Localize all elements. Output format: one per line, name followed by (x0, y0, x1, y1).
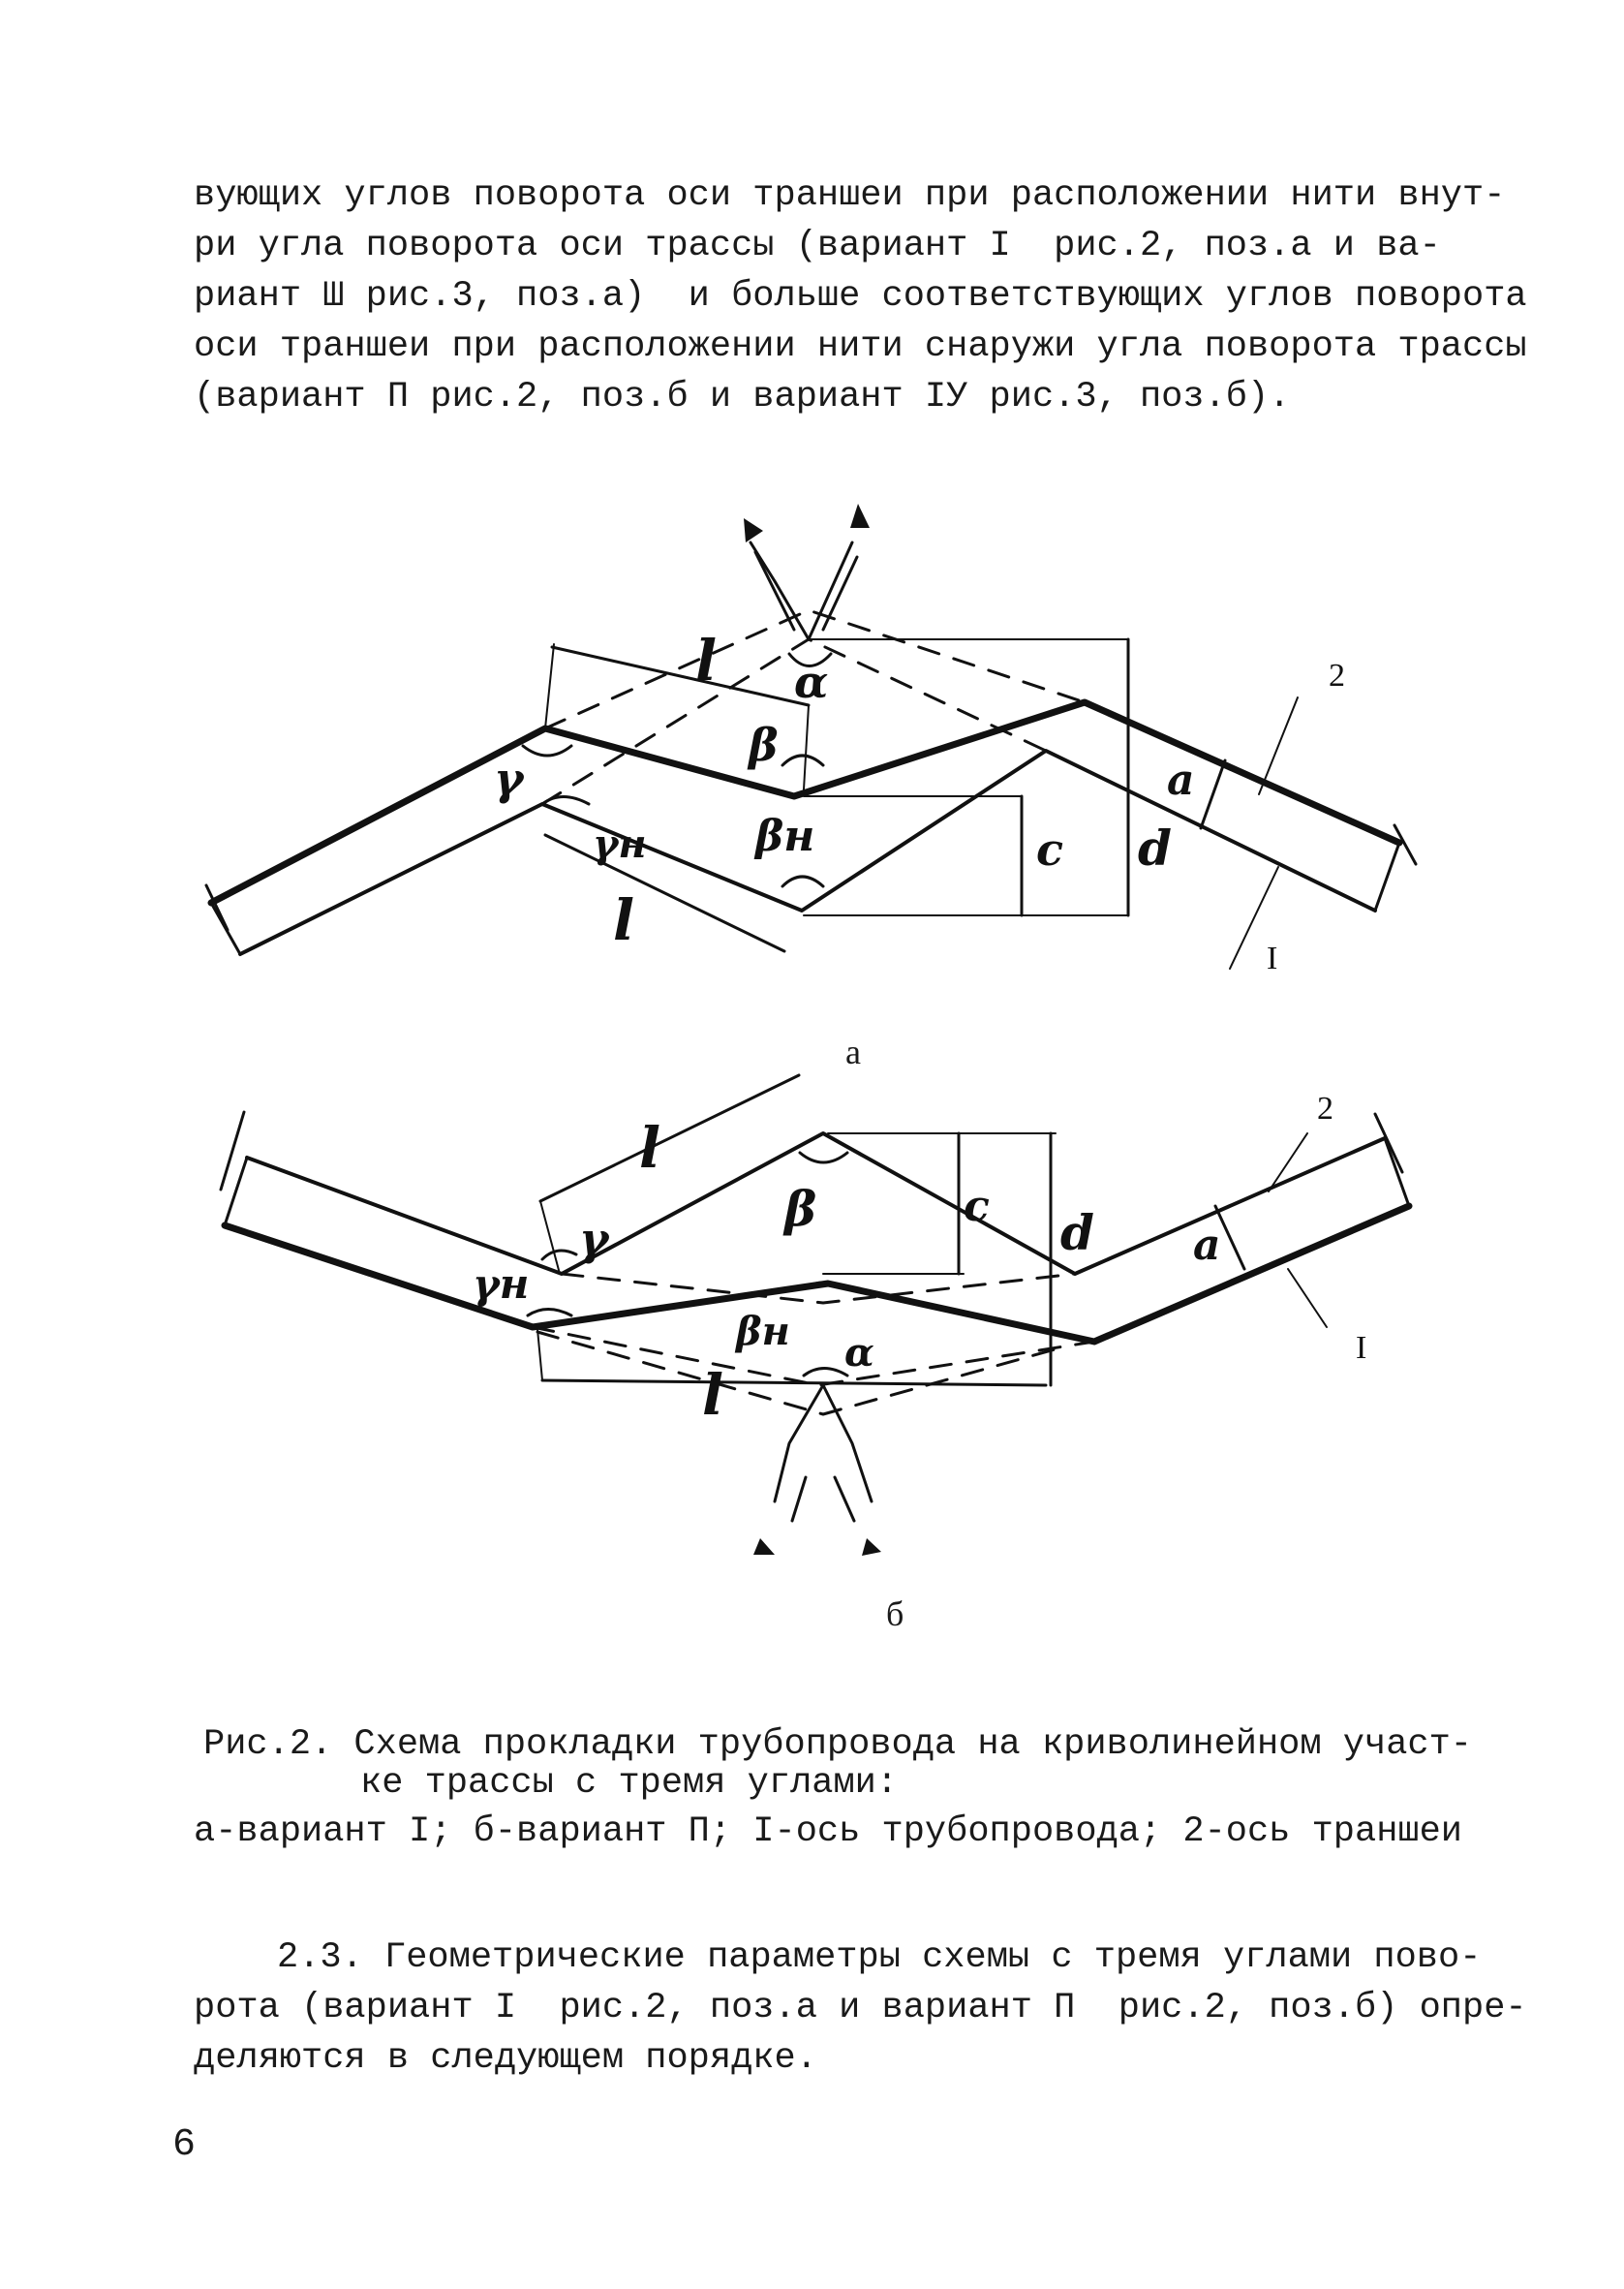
paragraph-top (194, 170, 1527, 422)
figure-caption-line2: ке трассы с тремя углами: (360, 1763, 899, 1804)
paragraph-bottom (194, 1933, 1527, 2084)
label-alpha: α (844, 1330, 874, 1376)
label-axis-1: I (1267, 941, 1278, 976)
label-beta: β (749, 719, 779, 771)
text-line: рота (вариант I рис.2, поз.а и вариант П рис.2, поз.б) опре- (194, 1988, 1527, 2028)
text-line: риант Ш рис.3, поз.а) и больше соответствующих углов поворота (194, 276, 1527, 317)
figure-a-drawing (0, 465, 1624, 1066)
figure-b-position-label: б (886, 1594, 904, 1633)
text-line: оси траншеи при расположении нити снаружи угла поворота трассы (194, 326, 1527, 367)
label-a: a (1167, 756, 1195, 805)
delta-marker-right (862, 1538, 881, 1556)
text-line: вующих углов поворота оси траншеи при расположении нити внут- (194, 175, 1506, 216)
label-l-bottom: l (702, 1362, 724, 1428)
label-beta-n: βн (736, 1309, 790, 1354)
label-c: c (1036, 823, 1064, 876)
label-gamma-n: γн (593, 821, 647, 867)
text-line: (вариант П рис.2, поз.б и вариант IУ рис.3, поз.б). (194, 377, 1291, 418)
delta-marker-right (850, 504, 870, 528)
label-gamma: γ (579, 1213, 609, 1265)
label-l-top: l (695, 628, 718, 694)
text-line: деляются в следующем порядке. (194, 2038, 817, 2079)
label-axis-2: 2 (1329, 658, 1345, 694)
label-gamma-n: γн (473, 1260, 530, 1308)
label-alpha: α (794, 656, 829, 708)
figure-caption-line3: а-вариант I; б-вариант П; I-ось трубопровода; 2-ось траншеи (194, 1811, 1463, 1852)
delta-marker-left (744, 518, 763, 542)
figure-variant-a (0, 465, 1624, 1066)
label-l-top: l (639, 1115, 661, 1181)
figure-variant-b (0, 1085, 1624, 1647)
label-beta: β (784, 1180, 817, 1237)
label-gamma: γ (494, 753, 524, 805)
text-line: 2.3. Геометрические параметры схемы с тремя углами пово- (277, 1937, 1482, 1978)
pipe-axis-line (211, 702, 1399, 903)
delta-marker-left (753, 1538, 775, 1555)
label-axis-1: I (1356, 1330, 1367, 1366)
label-c: c (964, 1182, 990, 1231)
figure-a-position-label: а (845, 1033, 861, 1071)
label-axis-2: 2 (1317, 1091, 1333, 1127)
text-line: ри угла поворота оси трассы (вариант I рис.2, поз.а и ва- (194, 226, 1441, 266)
label-beta-n: βн (755, 812, 815, 861)
label-d: d (1138, 820, 1172, 877)
figure-b-drawing (0, 1085, 1624, 1647)
label-d: d (1060, 1204, 1094, 1261)
label-a: a (1193, 1221, 1221, 1270)
label-l-bottom: l (613, 887, 635, 953)
figure-caption-line1: Рис.2. Схема прокладки трубопровода на криволинейном участ- (203, 1724, 1473, 1765)
page-number: 6 (172, 2123, 197, 2167)
pipe-axis-line (225, 1206, 1409, 1342)
